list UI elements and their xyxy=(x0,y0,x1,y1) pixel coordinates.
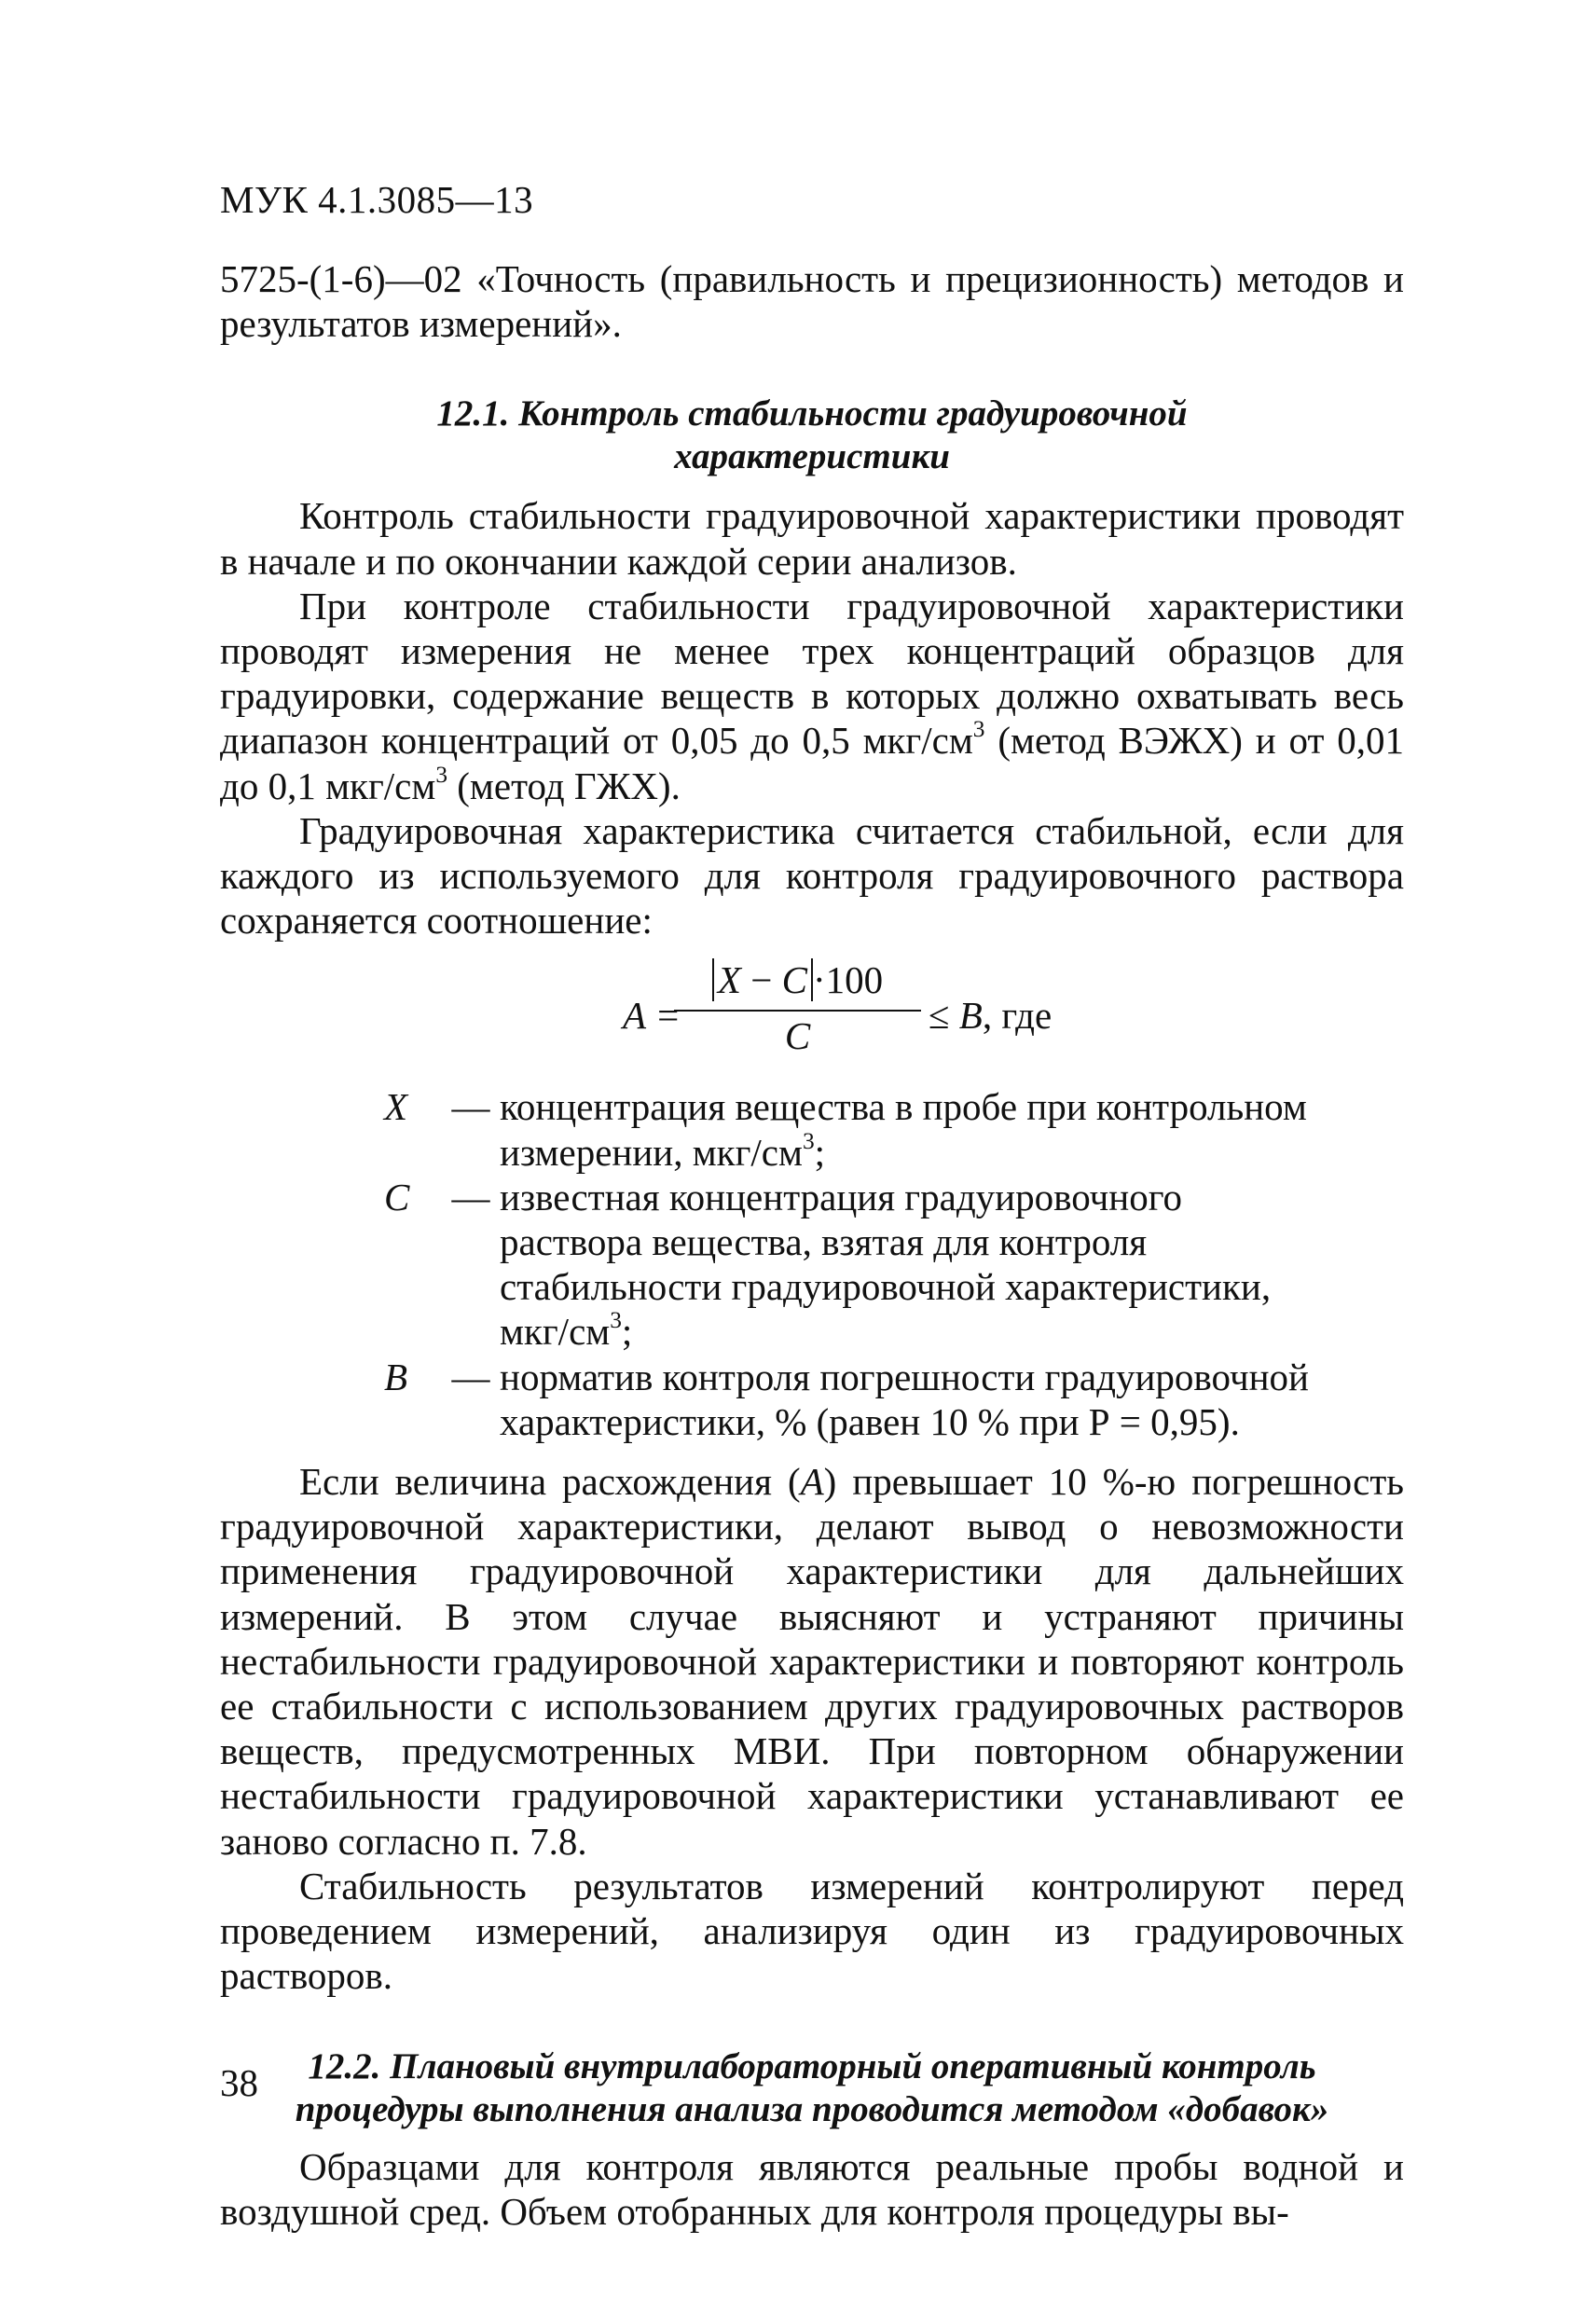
definition-symbol: B xyxy=(384,1355,408,1398)
text-run: известная концентрация градуировочного раствора вещества, взятая для контроля стабильности градуировочной характеристики, мкг/см xyxy=(500,1175,1272,1354)
paragraph-result-stability: Стабильность результатов измерений контролируют перед проведением измерений, анализируя один из градуировочных растворов. xyxy=(220,1864,1404,1998)
definition-dash: — xyxy=(451,1175,490,1218)
text-run: При контроле стабильности градуировочной характеристики проводят измерения не менее трех концентраций образцов для градуировки, содержание веществ в которых должно охватывать весь диапазон концентраций от 0,05 до 0,5 мкг/см xyxy=(220,584,1404,763)
formula-var-b: B xyxy=(958,994,983,1038)
superscript: 3 xyxy=(610,1307,622,1334)
section-heading-12-1 xyxy=(220,392,1404,478)
text-run: концентрация вещества в пробе при контрольном измерении, мкг/см xyxy=(500,1085,1307,1174)
formula-denominator: C xyxy=(784,1014,811,1058)
formula-relation: ≤ xyxy=(929,994,950,1038)
definition-dash: — xyxy=(451,1355,490,1398)
definition-b xyxy=(220,1355,1404,1444)
stability-formula xyxy=(220,956,1404,1071)
formula-numerator xyxy=(674,956,921,1004)
section-heading-line-2: процедуры выполнения анализа проводится методом «добавок» xyxy=(295,2088,1329,2129)
definition-text xyxy=(500,1084,1404,1174)
symbol-definitions xyxy=(220,1084,1404,1444)
text-run: ) превышает 10 %-ю погрешность градуировочной характеристики, делают вывод о невозможности применения градуировочной характеристики для дальнейших измерений. В этом случае выясняют и устраняют причины нестабильности градуировочной характеристики и повторяют контроль ее стабильности с использованием других градуировочных растворов веществ, предусмотренных МВИ. При повторном обнаружении нестабильности градуировочной характеристики устанавливают ее заново согласно п. 7.8. xyxy=(220,1460,1404,1863)
formula-where: , где xyxy=(982,994,1053,1038)
definition-x xyxy=(220,1084,1404,1174)
formula-minus: − xyxy=(740,958,782,1002)
text-run: ; xyxy=(621,1310,633,1354)
document-code-header: МУК 4.1.3085—13 xyxy=(220,178,534,221)
text-run: Если величина расхождения ( xyxy=(299,1460,801,1504)
superscript: 3 xyxy=(435,761,448,788)
definition-c xyxy=(220,1175,1404,1355)
section-heading-line-1: 12.1. Контроль стабильности градуировочной xyxy=(436,393,1188,434)
paragraph-calibration-range xyxy=(220,584,1404,808)
section-heading-line-1: 12.2. Плановый внутрилабораторный оперативный контроль xyxy=(308,2045,1316,2086)
formula-fraction xyxy=(674,956,921,1060)
formula-times-100: ·100 xyxy=(812,958,884,1002)
text-run: (метод ВЭЖХ) и от 0,01 до 0,1 мкг/см xyxy=(220,719,1405,807)
definition-text xyxy=(500,1355,1404,1444)
paragraph-discrepancy xyxy=(220,1459,1404,1864)
paragraph-calibration-check-timing: Контроль стабильности градуировочной характеристики проводят в начале и по окончании каждой серии анализов. xyxy=(220,494,1404,583)
formula-var-x: X xyxy=(717,958,741,1002)
text-run: (метод ГЖХ). xyxy=(447,764,681,807)
definition-symbol: X xyxy=(384,1085,408,1129)
section-heading-12-2 xyxy=(220,2045,1404,2131)
formula-lhs: A = xyxy=(623,994,681,1038)
formula-rhs xyxy=(929,993,1052,1038)
section-heading-line-2: характеристики xyxy=(674,436,950,477)
variable-a: A xyxy=(800,1460,824,1504)
definition-symbol: C xyxy=(384,1175,410,1218)
definition-dash: — xyxy=(451,1085,490,1129)
paragraph-stability-condition: Градуировочная характеристика считается стабильной, если для каждого из используемого для контроля градуировочного раствора сохраняется соотношение: xyxy=(220,808,1404,943)
text-run: ; xyxy=(814,1130,826,1174)
formula-absolute-value xyxy=(712,958,813,1001)
text-run: норматив контроля погрешности градуировочной характеристики, % (равен 10 % при Р = 0,95). xyxy=(500,1355,1309,1443)
paragraph-control-samples: Образцами для контроля являются реальные пробы водной и воздушной сред. Объем отобранных для контроля процедуры вы- xyxy=(220,2144,1404,2233)
superscript: 3 xyxy=(972,716,985,743)
definition-text xyxy=(500,1175,1404,1355)
intro-paragraph: 5725-(1-6)—02 «Точность (правильность и прецизионность) методов и результатов измерений». xyxy=(220,257,1404,346)
page-number: 38 xyxy=(220,2061,258,2104)
page-content xyxy=(220,256,1404,2234)
formula-var-c: C xyxy=(781,958,807,1002)
superscript: 3 xyxy=(802,1127,815,1154)
